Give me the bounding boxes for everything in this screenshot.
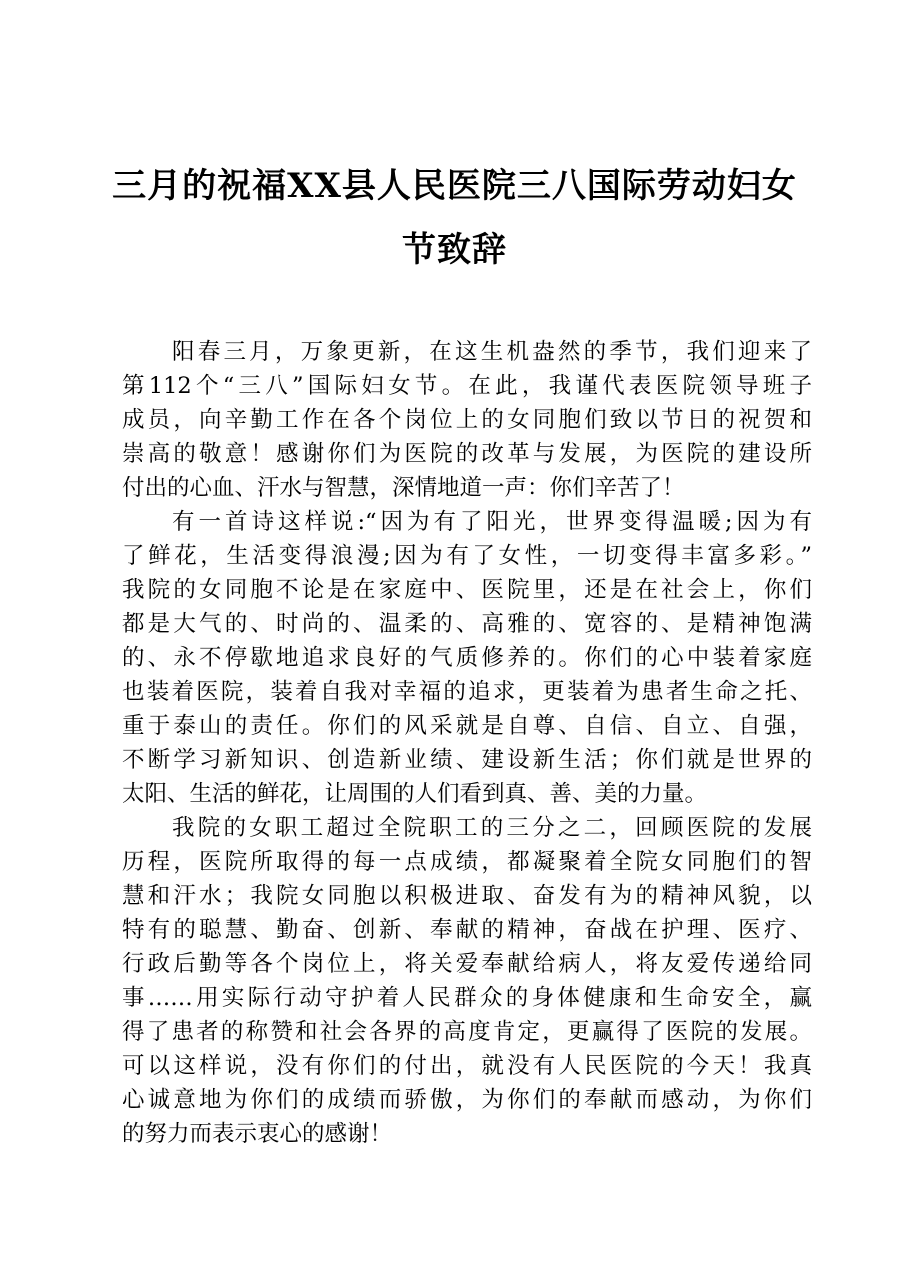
- paragraph-2-line-3: 我院的女同胞不论是在家庭中、医院里，还是在社会上，你们: [122, 577, 812, 603]
- document-title-line-1: 三月的祝福XX县人民医院三八国际劳动妇女: [112, 166, 797, 206]
- paragraph-3-line-3: 慧和汗水；我院女同胞以积极进取、奋发有为的精神风貌，以: [122, 883, 812, 909]
- paragraph-3-line-9: 心诚意地为你们的成绩而骄傲，为你们的奉献而感动，为你们: [122, 1087, 812, 1113]
- paragraph-3-line-5: 行政后勤等各个岗位上，将关爱奉献给病人，将友爱传递给同: [122, 951, 812, 977]
- paragraph-3-line-8: 可以这样说，没有你们的付出，就没有人民医院的今天！我真: [122, 1053, 812, 1079]
- paragraph-1-line-5: 付出的心血、汗水与智慧，深情地道一声：你们辛苦了！: [122, 475, 685, 501]
- paragraph-3-line-2: 历程，医院所取得的每一点成绩，都凝聚着全院女同胞们的智: [122, 849, 812, 875]
- paragraph-3-line-1: 我院的女职工超过全院职工的三分之二，回顾医院的发展: [172, 815, 812, 841]
- paragraph-3-line-10: 的努力而表示衷心的感谢！: [122, 1121, 393, 1147]
- paragraph-2-line-4: 都是大气的、时尚的、温柔的、高雅的、宽容的、是精神饱满: [122, 611, 812, 637]
- paragraph-2-line-6: 也装着医院，装着自我对幸福的追求，更装着为患者生命之托、: [122, 679, 812, 705]
- paragraph-2-line-2: 了鲜花，生活变得浪漫;因为有了女性，一切变得丰富多彩。”: [122, 543, 812, 569]
- paragraph-2-line-1: 有一首诗这样说:“因为有了阳光，世界变得温暖;因为有: [172, 509, 812, 535]
- paragraph-2-line-8: 不断学习新知识、创造新业绩、建设新生活；你们就是世界的: [122, 747, 812, 773]
- paragraph-2-line-9: 太阳、生活的鲜花，让周围的人们看到真、善、美的力量。: [122, 781, 708, 807]
- paragraph-1-line-4: 崇高的敬意！感谢你们为医院的改革与发展，为医院的建设所: [122, 441, 812, 467]
- paragraph-3-line-4: 特有的聪慧、勤奋、创新、奉献的精神，奋战在护理、医疗、: [122, 917, 812, 943]
- paragraph-2-line-7: 重于泰山的责任。你们的风采就是自尊、自信、自立、自强，: [122, 713, 812, 739]
- paragraph-3-line-6: 事……用实际行动守护着人民群众的身体健康和生命安全，赢: [122, 985, 812, 1011]
- paragraph-2-line-5: 的、永不停歇地追求良好的气质修养的。你们的心中装着家庭: [122, 645, 812, 671]
- paragraph-1-line-3: 成员，向辛勤工作在各个岗位上的女同胞们致以节日的祝贺和: [122, 407, 812, 433]
- document-title-line-2: 节致辞: [402, 230, 507, 270]
- paragraph-1-line-1: 阳春三月，万象更新，在这生机盎然的季节，我们迎来了: [172, 339, 812, 365]
- paragraph-1-line-2: 第112个“三八”国际妇女节。在此，我谨代表医院领导班子: [122, 373, 812, 399]
- paragraph-3-line-7: 得了患者的称赞和社会各界的高度肯定，更赢得了医院的发展。: [122, 1019, 812, 1045]
